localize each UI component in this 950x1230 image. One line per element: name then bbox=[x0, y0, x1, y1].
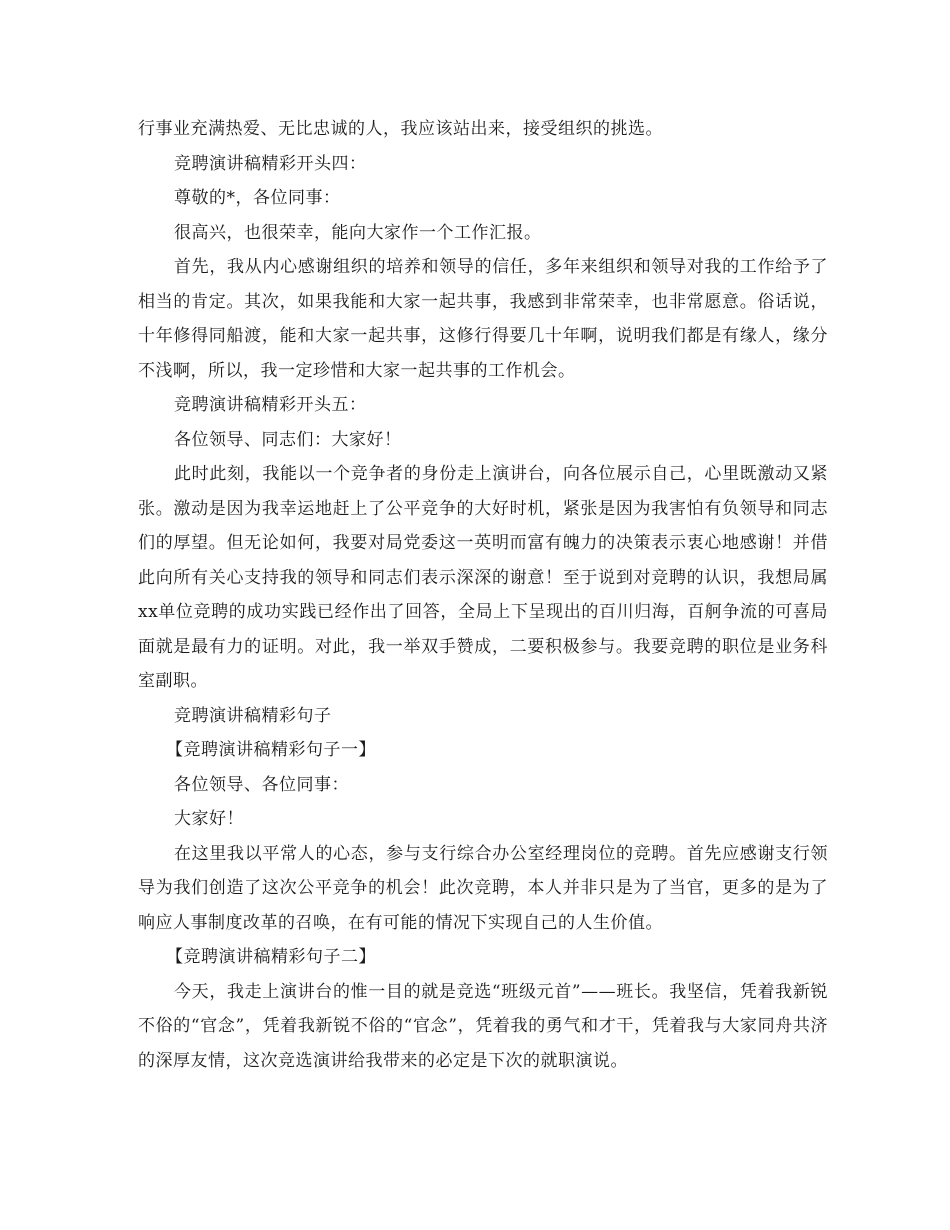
section-heading: 竞聘演讲稿精彩开头五： bbox=[174, 395, 367, 415]
paragraph: 很高兴，也很荣幸，能向大家作一个工作汇报。 bbox=[174, 222, 542, 243]
salutation: 各位领导、各位同事： bbox=[174, 774, 349, 795]
salutation: 各位领导、同志们：大家好！ bbox=[174, 429, 402, 450]
section-heading: 竞聘演讲稿精彩句子 bbox=[174, 705, 332, 726]
subsection-heading: 【竞聘演讲稿精彩句子二】 bbox=[166, 947, 376, 967]
document-body bbox=[138, 112, 828, 1078]
salutation: 尊敬的*，各位同事： bbox=[174, 188, 341, 208]
paragraph: 行事业充满热爱、无比忠诚的人，我应该站出来，接受组织的挑选。 bbox=[138, 119, 663, 139]
paragraph: 此时此刻，我能以一个竞争者的身份走上演讲台，向各位展示自己，心里既激动又紧张。激动是因为我幸运地赶上了公平竞争的大好时机，紧张是因为我害怕有负领导和同志们的厚望。但无论如何，我要对局党委这一英明而富有魄力的决策表示衷心地感谢！并借此向所有关心支持我的领导和同志们表示深深的谢意！至于说到对竞聘的认识，我想局属xx单位竞聘的成功实践已经作出了回答，全局上下呈现出的百川归海，百舸争流的可喜局面就是最有力的证明。对此，我一举双手赞成，二要积极参与。我要竞聘的职位是业务科室副职。 bbox=[138, 464, 828, 691]
paragraph: 今天，我走上演讲台的惟一目的就是竞选“班级元首”——班长。我坚信，凭着我新锐不俗的“官念”，凭着我新锐不俗的“官念”，凭着我的勇气和才干，凭着我与大家同舟共济的深厚友情，这次竞选演讲给我带来的必定是下次的就职演说。 bbox=[138, 981, 828, 1071]
paragraph: 首先，我从内心感谢组织的培养和领导的信任，多年来组织和领导对我的工作给予了相当的肯定。其次，如果我能和大家一起共事，我感到非常荣幸，也非常愿意。俗话说，十年修得同船渡，能和大家一起共事，这修行得要几十年啊，说明我们都是有缘人，缘分不浅啊，所以，我一定珍惜和大家一起共事的工作机会。 bbox=[138, 257, 828, 381]
section-heading: 竞聘演讲稿精彩开头四： bbox=[174, 153, 367, 174]
greeting: 大家好！ bbox=[174, 809, 244, 829]
paragraph: 在这里我以平常人的心态，参与支行综合办公室经理岗位的竞聘。首先应感谢支行领导为我们创造了这次公平竞争的机会！此次竞聘，本人并非只是为了当官，更多的是为了响应人事制度改革的召唤，在有可能的情况下实现自己的人生价值。 bbox=[138, 843, 828, 933]
subsection-heading: 【竞聘演讲稿精彩句子一】 bbox=[166, 740, 376, 760]
